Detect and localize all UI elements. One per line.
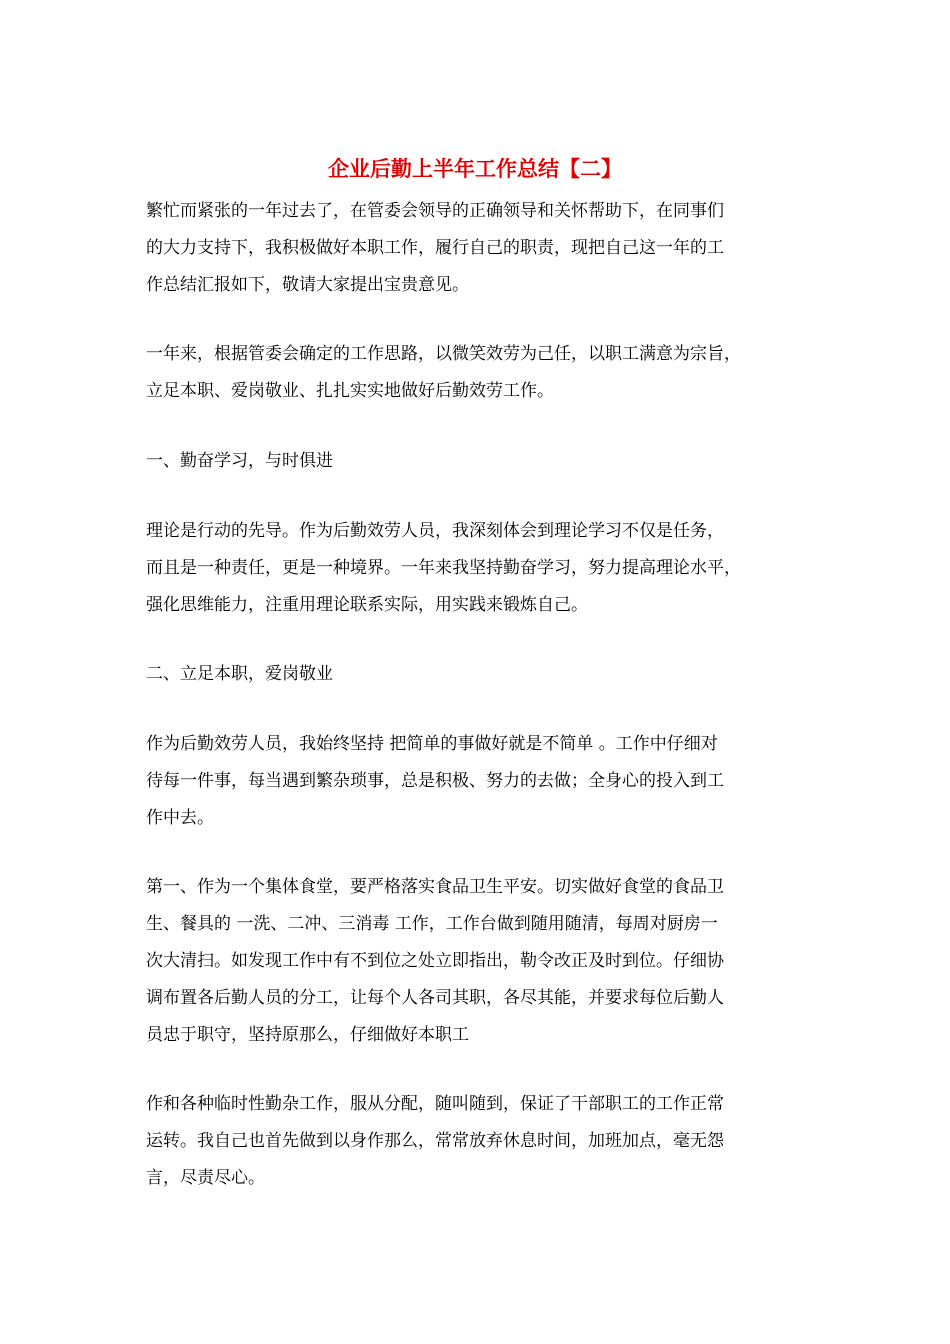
paragraph-line: 运转。我自己也首先做到以身作那么，常常放弃休息时间，加班加点，毫无怨 <box>146 1131 724 1151</box>
paragraph-line: 一年来，根据管委会确定的工作思路，以微笑效劳为己任，以职工满意为宗旨， <box>146 344 741 364</box>
paragraph-line: 员忠于职守，坚持原那么，仔细做好本职工 <box>146 1025 469 1045</box>
paragraph-line: 的大力支持下，我积极做好本职工作，履行自己的职责，现把自己这一年的工 <box>146 238 724 258</box>
paragraph-line: 待每一件事，每当遇到繁杂琐事，总是积极、努力的去做；全身心的投入到工 <box>146 771 724 791</box>
paragraph-line: 作总结汇报如下，敬请大家提出宝贵意见。 <box>146 275 469 295</box>
paragraph-line: 调布置各后勤人员的分工，让每个人各司其职，各尽其能，并要求每位后勤人 <box>146 988 724 1008</box>
paragraph-line: 作中去。 <box>146 808 214 828</box>
document-title: 企业后勤上半年工作总结【二】 <box>328 156 622 181</box>
paragraph-line: 二、立足本职，爱岗敬业 <box>146 664 333 684</box>
paragraph-line: 生、餐具的 一洗、二冲、三消毒 工作，工作台做到随用随清，每周对厨房一 <box>146 914 718 934</box>
paragraph-line: 第一、作为一个集体食堂，要严格落实食品卫生平安。切实做好食堂的食品卫 <box>146 877 724 897</box>
paragraph-line: 理论是行动的先导。作为后勤效劳人员，我深刻体会到理论学习不仅是任务， <box>146 521 724 541</box>
paragraph-line: 繁忙而紧张的一年过去了，在管委会领导的正确领导和关怀帮助下，在同事们 <box>146 201 724 221</box>
paragraph-line: 作和各种临时性勤杂工作，服从分配，随叫随到，保证了干部职工的工作正常 <box>146 1094 724 1114</box>
paragraph-line: 立足本职、爱岗敬业、扎扎实实地做好后勤效劳工作。 <box>146 381 554 401</box>
paragraph-line: 言，尽责尽心。 <box>146 1168 265 1188</box>
paragraph-line: 一、勤奋学习，与时俱进 <box>146 451 333 471</box>
paragraph-line: 而且是一种责任，更是一种境界。一年来我坚持勤奋学习，努力提高理论水平， <box>146 558 741 578</box>
paragraph-line: 次大清扫。如发现工作中有不到位之处立即指出，勒令改正及时到位。仔细协 <box>146 951 724 971</box>
paragraph-line: 强化思维能力，注重用理论联系实际，用实践来锻炼自己。 <box>146 595 588 615</box>
paragraph-line: 作为后勤效劳人员，我始终坚持 把简单的事做好就是不简单 。工作中仔细对 <box>146 734 718 754</box>
